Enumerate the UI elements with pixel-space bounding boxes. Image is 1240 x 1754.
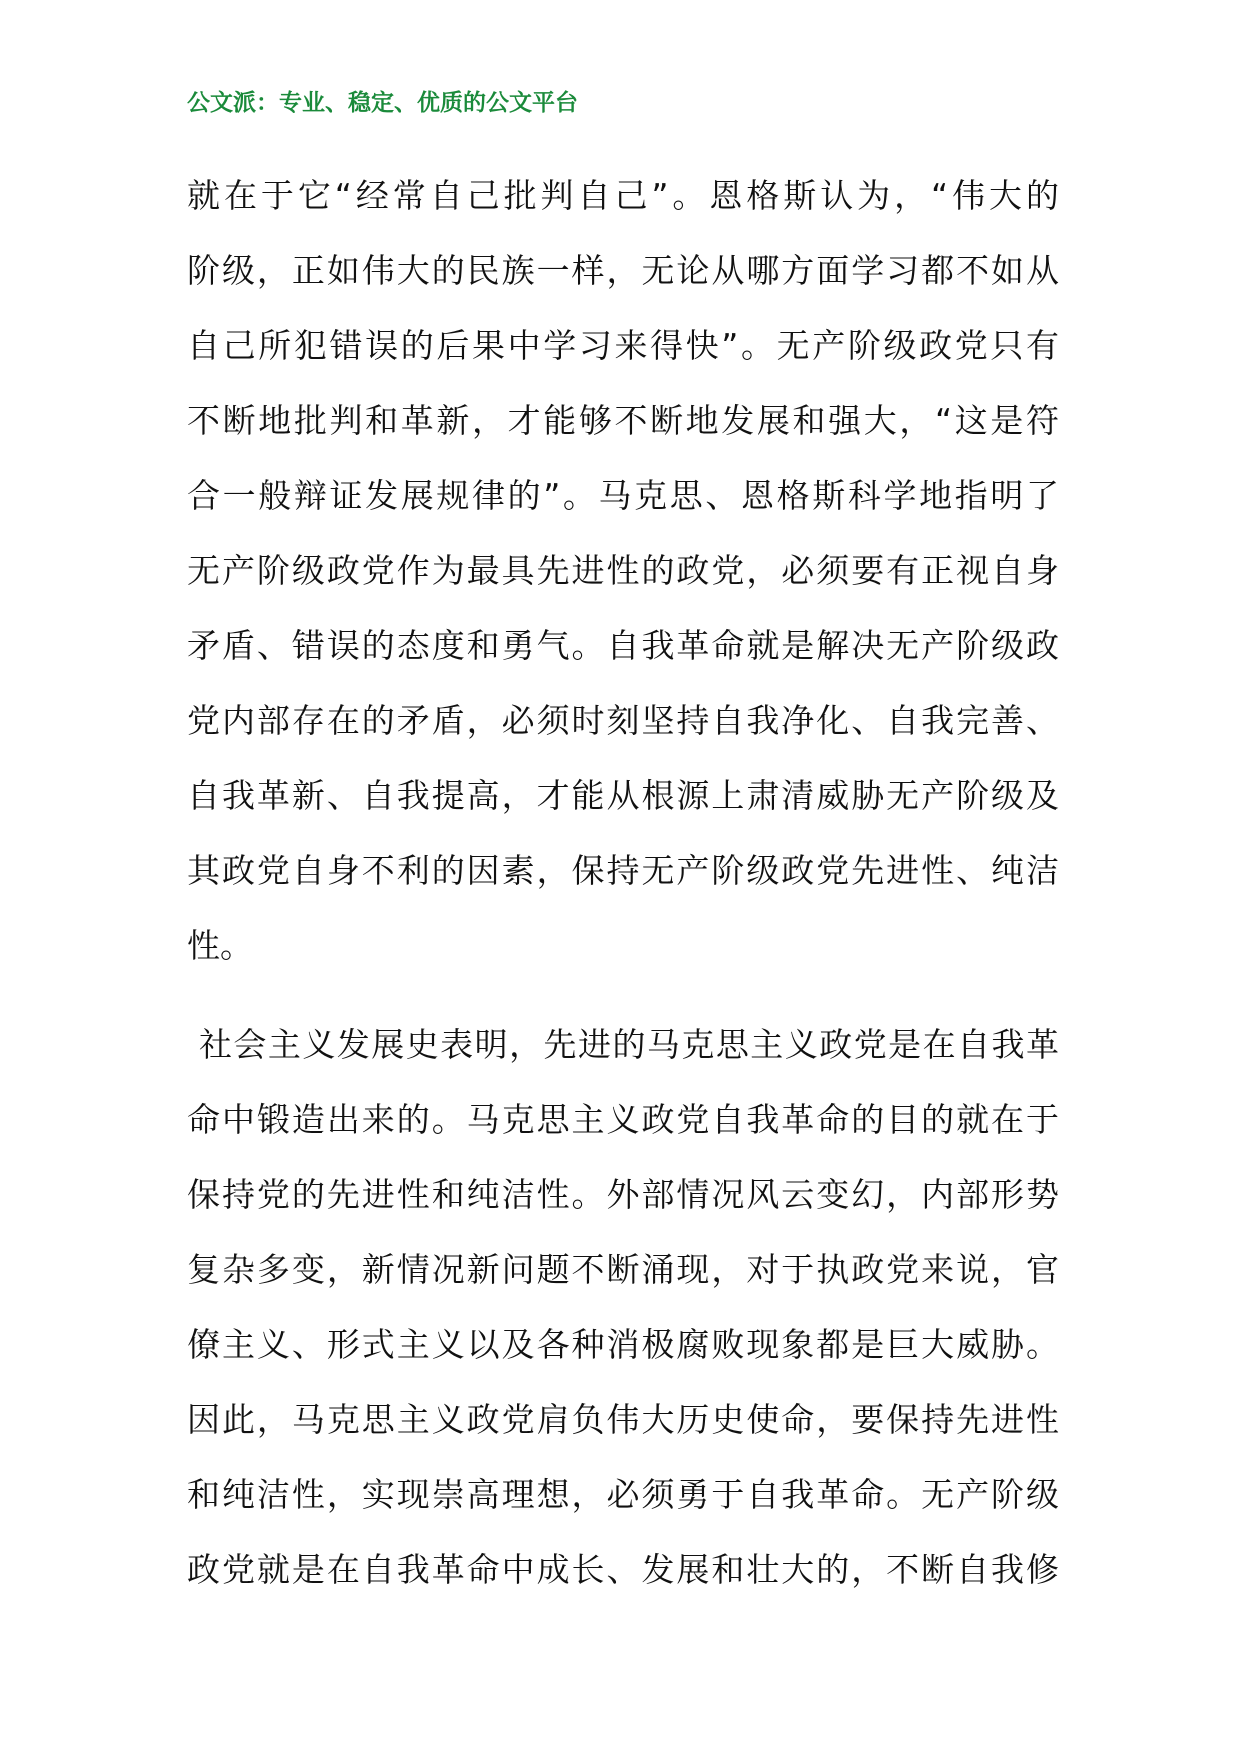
text-line: 矛盾、错误的态度和勇气。自我革命就是解决无产阶级政 — [187, 626, 1059, 665]
text-line: 自我革新、自我提高，才能从根源上肃清威胁无产阶级及 — [187, 776, 1059, 815]
text-line: 命中锻造出来的。马克思主义政党自我革命的目的就在于 — [187, 1100, 1059, 1139]
text-line: 自己所犯错误的后果中学习来得快”。无产阶级政党只有 — [187, 326, 1059, 365]
text-line-last: 性。 — [187, 926, 253, 965]
text-line: 政党就是在自我革命中成长、发展和壮大的，不断自我修 — [187, 1550, 1059, 1589]
text-line: 其政党自身不利的因素，保持无产阶级政党先进性、纯洁 — [187, 851, 1059, 890]
text-line: 不断地批判和革新，才能够不断地发展和强大，“这是符 — [187, 401, 1059, 440]
paragraph-2 — [187, 1007, 1059, 1607]
text-line: 阶级，正如伟大的民族一样，无论从哪方面学习都不如从 — [187, 251, 1059, 290]
page-header: 公文派：专业、稳定、优质的公文平台 — [187, 89, 578, 116]
text-line: 无产阶级政党作为最具先进性的政党，必须要有正视自身 — [187, 551, 1059, 590]
text-line: 党内部存在的矛盾，必须时刻坚持自我净化、自我完善、 — [187, 701, 1059, 740]
paragraph-1 — [187, 158, 1059, 983]
text-line: 保持党的先进性和纯洁性。外部情况风云变幻，内部形势 — [187, 1175, 1059, 1214]
text-line: 僚主义、形式主义以及各种消极腐败现象都是巨大威胁。 — [187, 1325, 1059, 1364]
text-line: 就在于它“经常自己批判自己”。恩格斯认为，“伟大的 — [187, 176, 1059, 215]
text-line: 复杂多变，新情况新问题不断涌现，对于执政党来说，官 — [187, 1250, 1059, 1289]
text-line: 和纯洁性，实现崇高理想，必须勇于自我革命。无产阶级 — [187, 1475, 1059, 1514]
text-line: 因此，马克思主义政党肩负伟大历史使命，要保持先进性 — [187, 1400, 1059, 1439]
text-line: 社会主义发展史表明，先进的马克思主义政党是在自我革 — [187, 1025, 1059, 1064]
text-line: 合一般辩证发展规律的”。马克思、恩格斯科学地指明了 — [187, 476, 1059, 515]
